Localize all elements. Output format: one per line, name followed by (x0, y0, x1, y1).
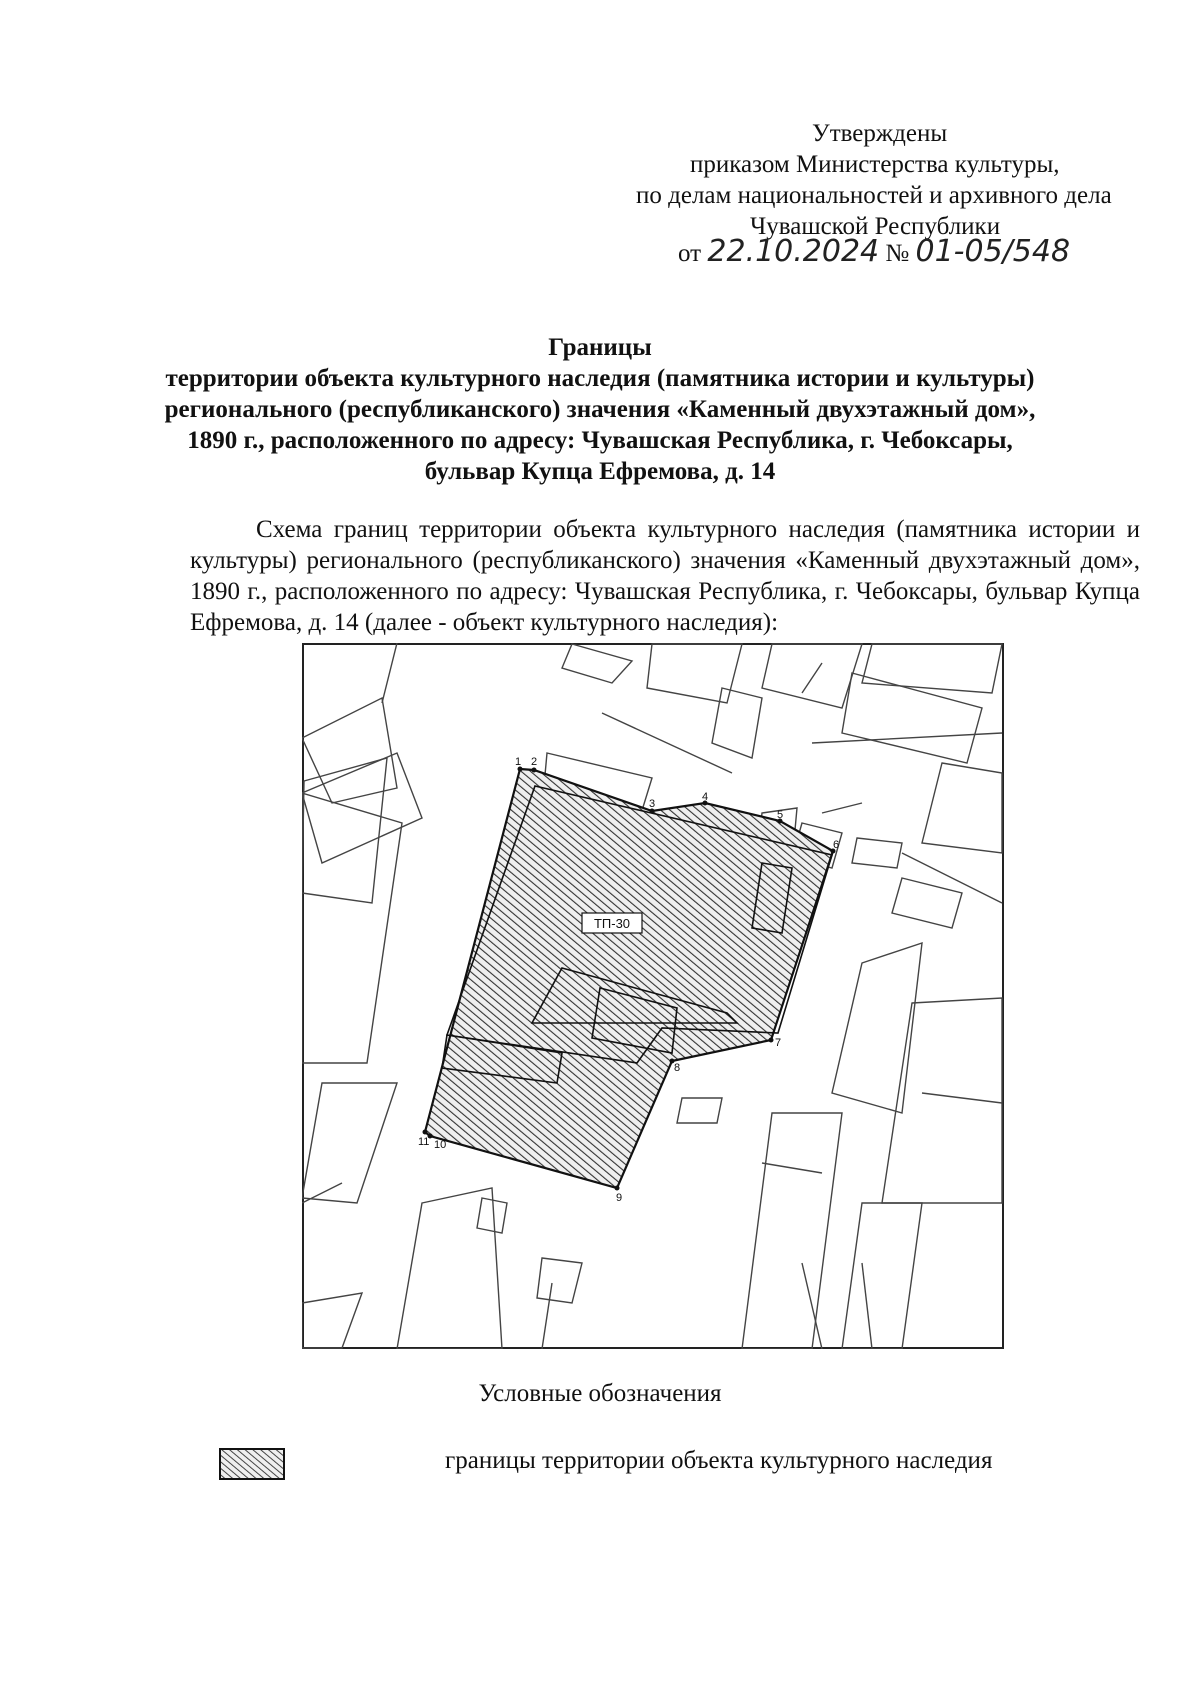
handwritten-date: 22.10.2024 (707, 234, 880, 269)
legend-item-label: границы территории объекта культурного наследия (445, 1447, 993, 1474)
tp30-label: ТП-30 (593, 916, 631, 931)
vertex-label: 11 (418, 1136, 430, 1148)
title-line-1: территории объекта культурного наследия (памятника истории и культуры) (165, 365, 1035, 392)
number-sign: № (885, 240, 910, 267)
vertex-label: 3 (649, 798, 656, 810)
vertex-marker (615, 1186, 620, 1191)
approval-line-2: приказом Министерства культуры, (690, 151, 1060, 178)
title-heading: Границы (548, 334, 652, 361)
title-line-3: 1890 г., расположенного по адресу: Чувашская Республика, г. Чебоксары, (187, 427, 1013, 454)
vertex-label: 7 (775, 1037, 782, 1049)
approval-line-1: Утверждены (812, 120, 948, 147)
vertex-marker (423, 1130, 428, 1135)
approval-date-line (678, 236, 1070, 269)
vertex-marker (769, 1038, 774, 1043)
vertex-label: 1 (515, 756, 522, 768)
vertex-label: 9 (616, 1192, 623, 1204)
vertex-label: 5 (777, 809, 784, 821)
intro-paragraph (190, 514, 1140, 638)
vertex-marker (532, 768, 537, 773)
legend-hatch-swatch (219, 1448, 285, 1480)
approval-line-3: по делам национальностей и архивного дела (636, 182, 1112, 209)
vertex-label: 8 (674, 1062, 681, 1074)
document-title (130, 332, 1070, 487)
date-prefix: от (678, 240, 702, 267)
intro-text: Схема границ территории объекта культурного наследия (памятника истории и культуры) регионального (республиканского) значения «Каменный двухэтажный дом», 1890 г., расположенного по адресу: Чувашская Республика, г. Чебоксары, бульвар Купца Ефремова, д. 14 (далее - объект культурного наследия): (190, 516, 1140, 636)
vertex-label: 10 (434, 1139, 447, 1151)
handwritten-number: 01-05/548 (915, 234, 1071, 269)
boundary-map (302, 643, 1004, 1349)
vertex-label: 2 (531, 756, 538, 768)
vertex-label: 6 (833, 839, 840, 851)
vertex-label: 4 (702, 791, 709, 803)
legend-title: Условные обозначения (478, 1380, 722, 1407)
approval-line-4: Чувашской Республики (750, 213, 1001, 240)
title-line-4: бульвар Купца Ефремова, д. 14 (424, 458, 776, 485)
title-line-2: регионального (республиканского) значения «Каменный двухэтажный дом», (164, 396, 1036, 423)
